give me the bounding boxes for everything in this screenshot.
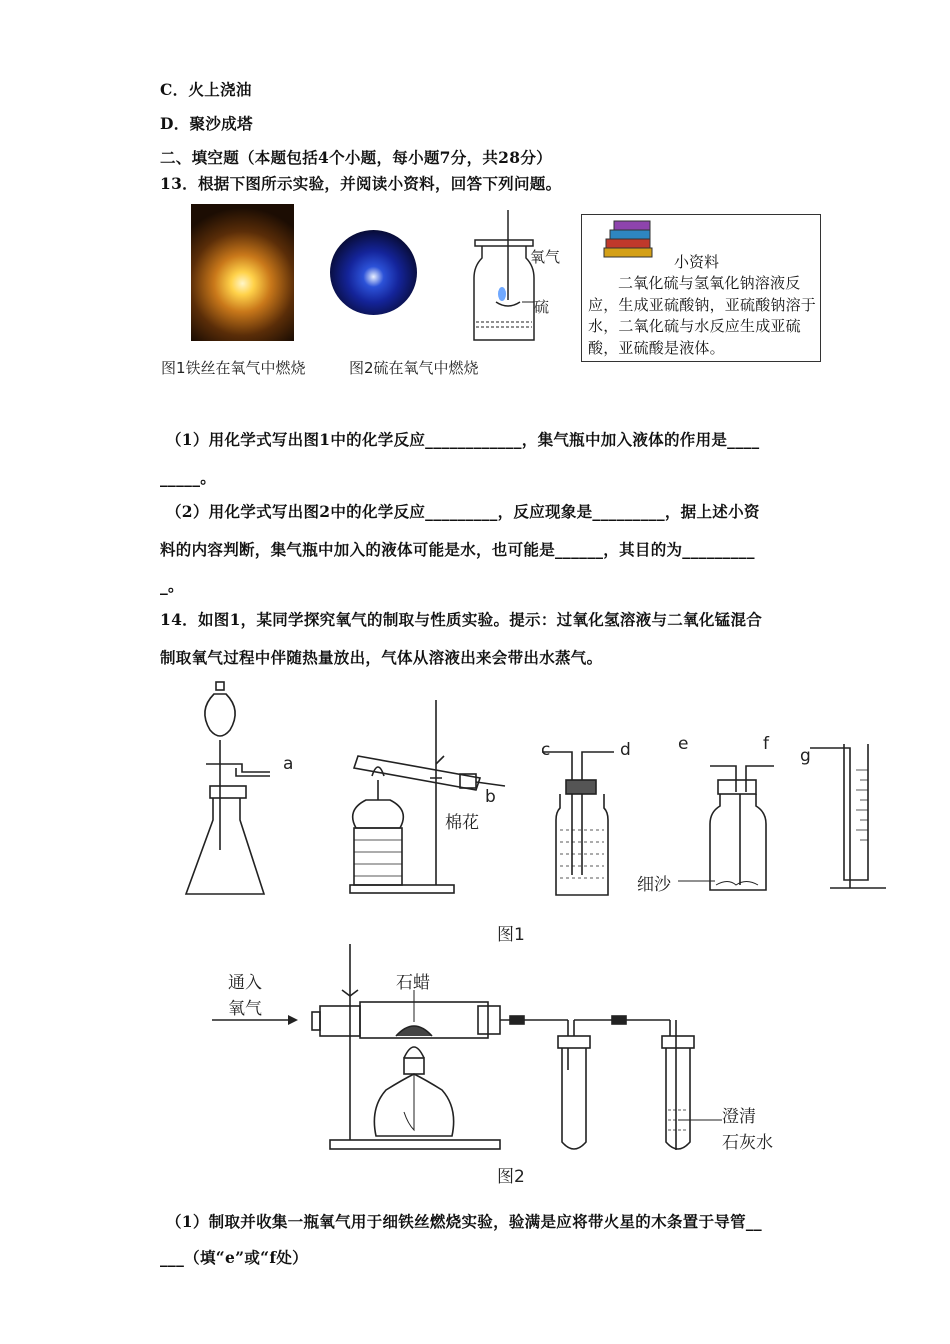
label-e: e [678,734,689,754]
figure2-apparatus [200,940,760,1165]
label-g: g [800,746,811,766]
iron-burning-photo [191,204,294,341]
label-oxygen: 氧气 [530,248,561,266]
apparatus-e [678,766,774,890]
section-title: 二、填空题（本题包括4个小题，每小题7分，共28分） [160,148,552,167]
label-c: c [541,740,551,760]
sulfur-burning-photo [330,230,417,315]
q14-stem-line1: 14．如图1，某同学探究氧气的制取与性质实验。提示：过氧化氢溶液与二氧化锰混合 [160,610,763,629]
label-lime-2: 石灰水 [722,1133,773,1153]
q14-p1-line2: ___（填“e”或“f处） [160,1248,308,1267]
info-box [581,214,821,362]
q13-p2-line1: （2）用化学式写出图2中的化学反应_________，反应现象是_________，据上述小资 [166,502,760,521]
label-cotton: 棉花 [445,813,479,833]
option-d: D．聚沙成塔 [160,114,253,133]
q13-p1-line1: （1）用化学式写出图1中的化学反应____________，集气瓶中加入液体的作用是____ [166,430,760,449]
q14-p1-line1: （1）制取并收集一瓶氧气用于细铁丝燃烧实验，验满是应将带火星的木条置于导管__ [166,1212,762,1231]
label-sulfur: 硫 [534,298,550,316]
fig1-caption: 图1铁丝在氧气中燃烧 [161,359,306,377]
sulfur-jar-diagram [470,210,570,345]
apparatus-c [542,752,614,895]
label-lime-1: 澄清 [722,1107,756,1127]
q13-p1-line2: _____。 [160,468,217,487]
label-b: b [485,787,496,807]
apparatus-g [810,744,886,888]
q13-p2-line3: _。 [160,576,184,595]
figure1-caption: 图1 [497,925,525,945]
label-inlet-1: 通入 [228,973,262,993]
label-f: f [763,734,769,754]
q13-p2-line2: 料的内容判断，集气瓶中加入的液体可能是水，也可能是______，其目的为_________ [160,540,755,559]
apparatus-a [186,682,270,894]
info-title: 小资料 [674,253,720,271]
fig2-caption: 图2硫在氧气中燃烧 [349,359,479,377]
info-text: 二氧化硫与氢氧化钠溶液反应，生成亚硫酸钠，亚硫酸钠溶于水，二氧化硫与水反应生成亚硫酸，亚硫酸是液体。 [588,274,817,357]
apparatus-b [350,700,505,893]
label-sand: 细沙 [637,875,671,895]
books-icon [602,221,662,261]
q14-stem-line2: 制取氧气过程中伴随热量放出，气体从溶液出来会带出水蒸气。 [160,648,603,667]
label-a: a [283,754,294,774]
q13-stem: 13．根据下图所示实验，并阅读小资料，回答下列问题。 [160,174,562,193]
label-wax: 石蜡 [396,973,430,993]
option-c: C．火上浇油 [160,80,252,99]
label-d: d [620,740,631,760]
figure2-caption: 图2 [497,1167,525,1187]
figure1-apparatus [180,680,900,905]
label-inlet-2: 氧气 [228,999,262,1019]
